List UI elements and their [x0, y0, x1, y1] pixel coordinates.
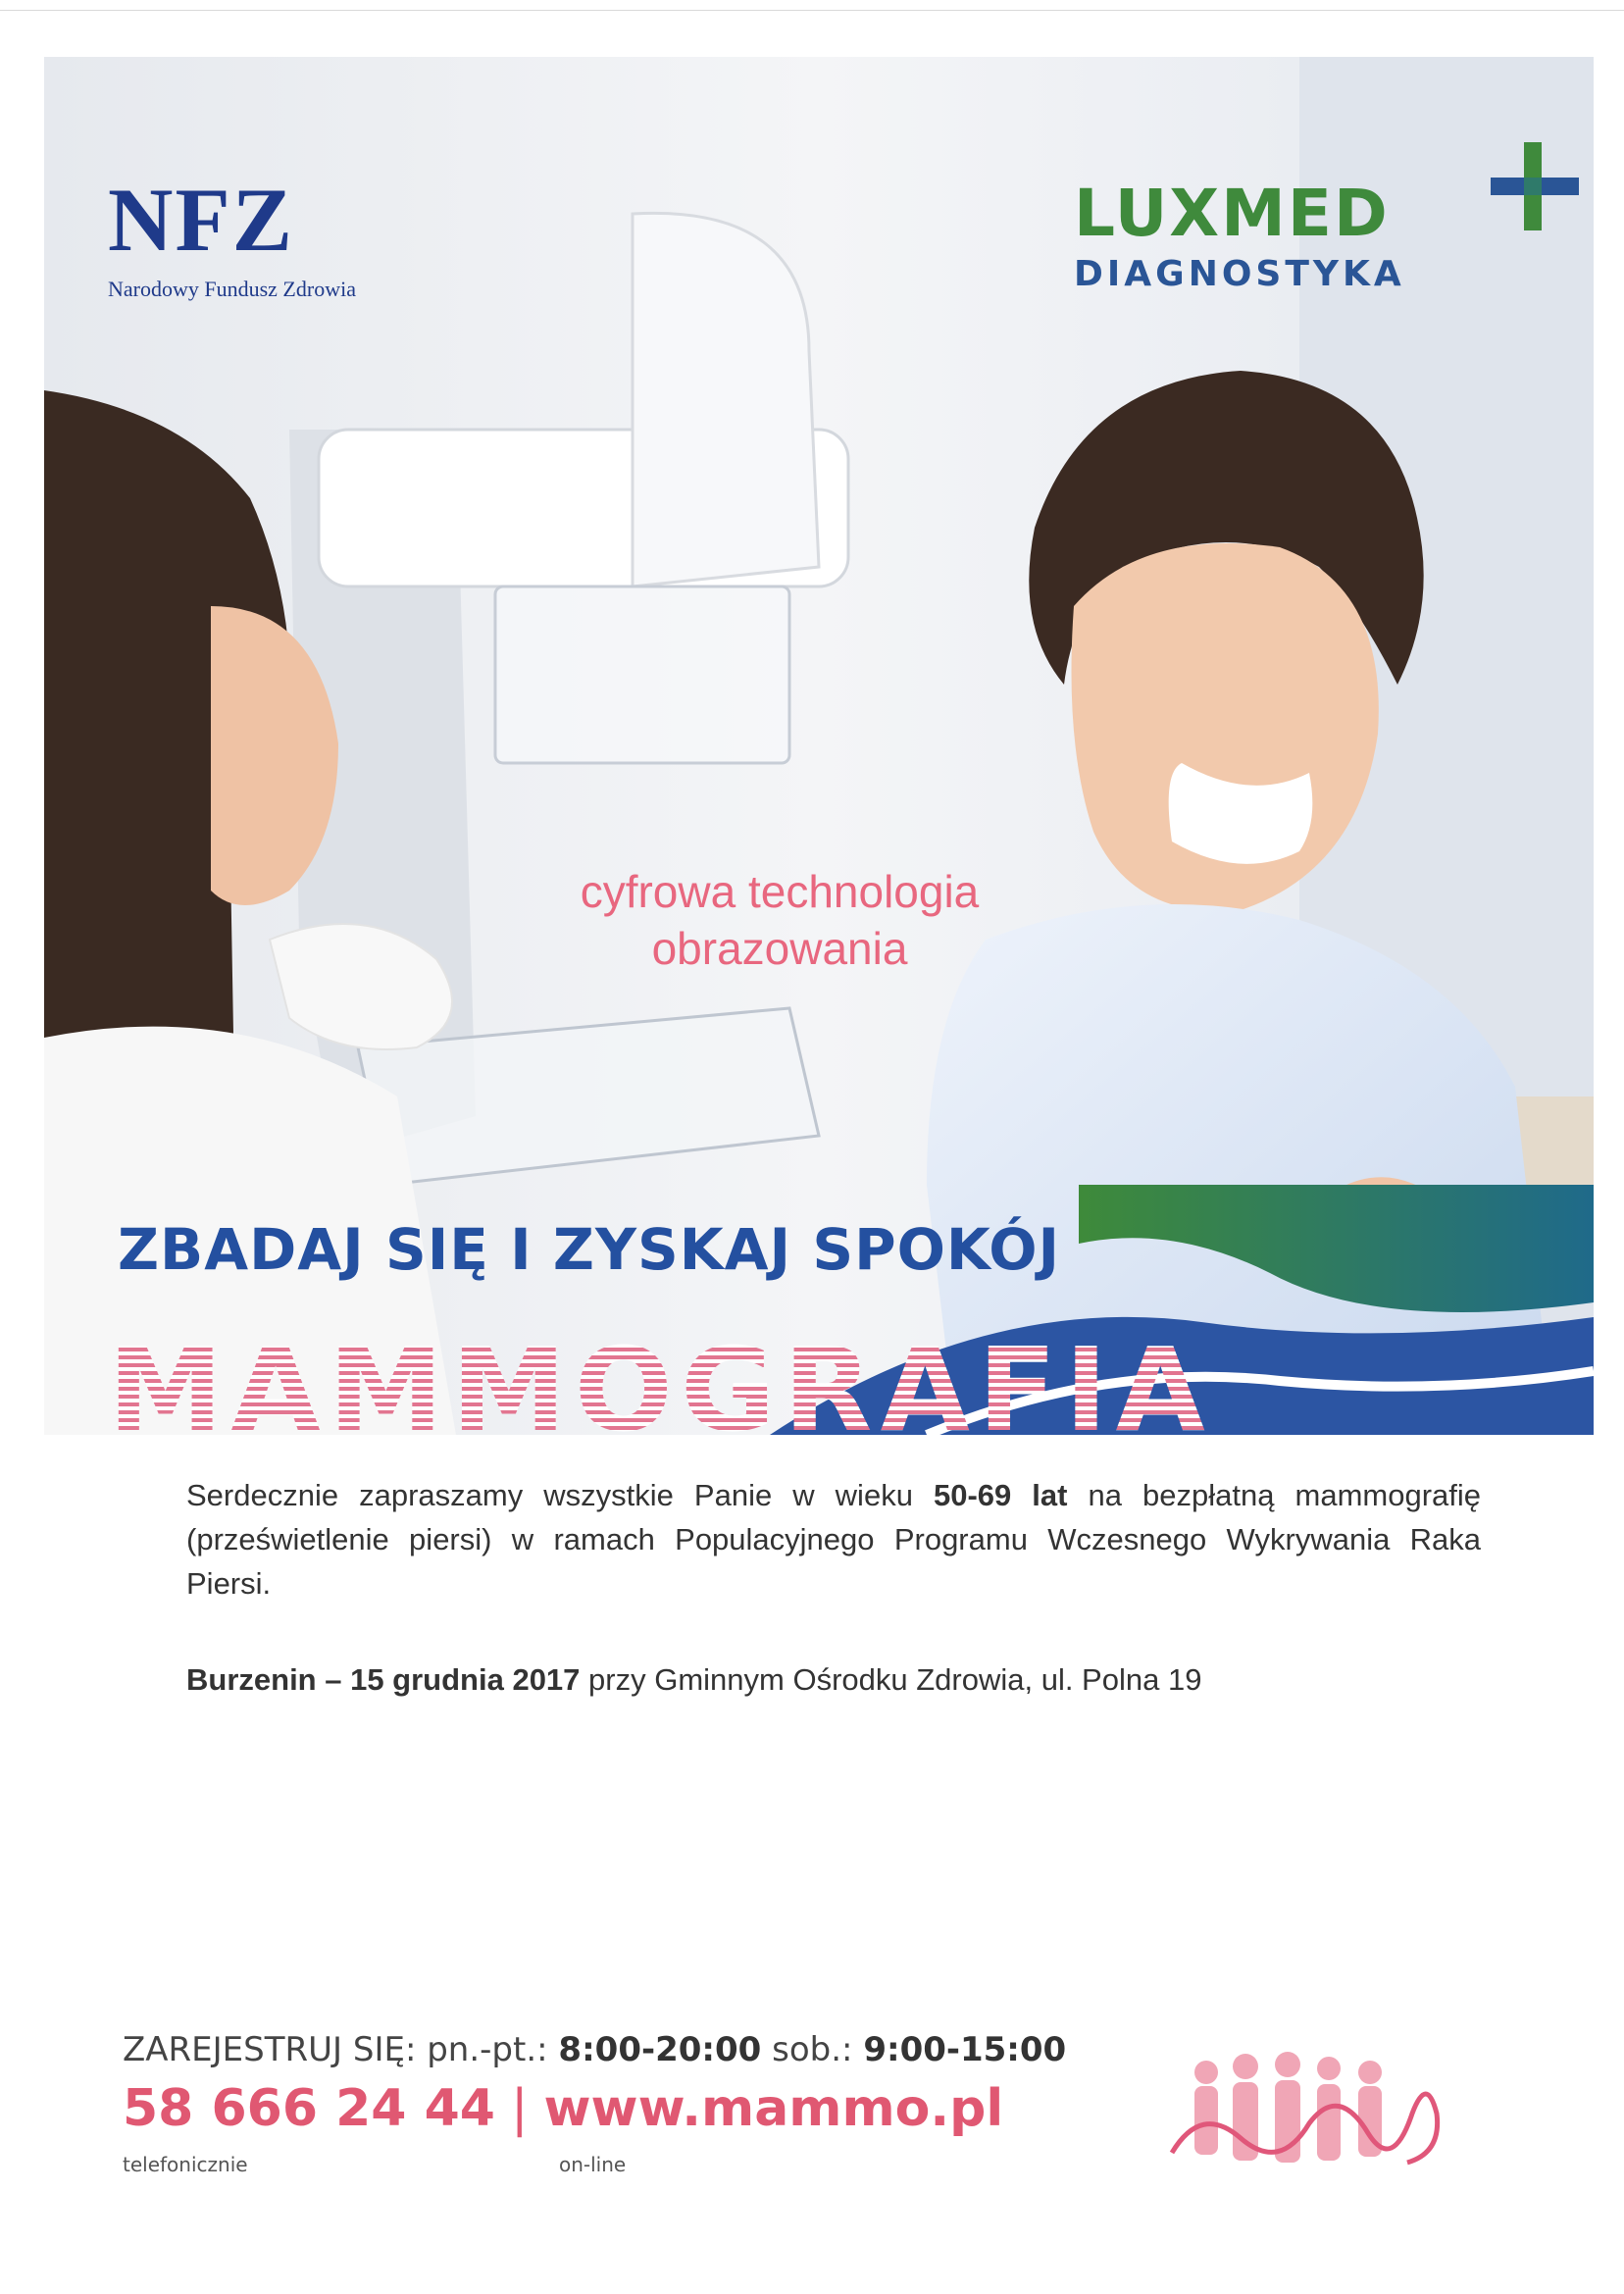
- contact-line: [123, 2079, 1003, 2138]
- poster-title: MAMMOGRAFIA: [108, 1322, 1213, 1457]
- tagline: [412, 863, 1147, 977]
- scan-edge-line: [0, 10, 1624, 11]
- nfz-logo-subtitle: Narodowy Fundusz Zdrowia: [108, 277, 356, 301]
- luxmed-logo-subtitle: DIAGNOSTYKA: [1074, 254, 1405, 294]
- phone-caption: telefonicznie: [123, 2153, 248, 2176]
- women-ribbon-logo: [1162, 2045, 1456, 2192]
- luxmed-plus-icon: [1491, 142, 1579, 230]
- weekday-label: pn.-pt.:: [427, 2030, 559, 2069]
- register-label: ZAREJESTRUJ SIĘ:: [123, 2030, 428, 2069]
- tagline-line-1: cyfrowa technologia: [580, 866, 980, 917]
- saturday-hours: 9:00-15:00: [863, 2030, 1067, 2069]
- luxmed-logo: [1074, 176, 1584, 294]
- intro-text-start: Serdecznie zapraszamy wszystkie Panie w wieku: [186, 1478, 934, 1512]
- contact-separator: |: [510, 2079, 529, 2138]
- registration-hours: [123, 2030, 1066, 2069]
- tagline-line-2: obrazowania: [651, 923, 908, 974]
- nfz-logo-mark: NFZ: [108, 170, 294, 270]
- intro-paragraph: [186, 1473, 1481, 1606]
- saturday-label: sob.:: [761, 2030, 864, 2069]
- event-details: [186, 1662, 1510, 1698]
- nfz-logo: [108, 170, 422, 302]
- headline: ZBADAJ SIĘ I ZYSKAJ SPOKÓJ: [118, 1216, 1061, 1283]
- compression-paddle: [495, 586, 789, 763]
- event-place-date: Burzenin – 15 grudnia 2017: [186, 1662, 581, 1697]
- intro-age-range: 50-69 lat: [933, 1478, 1068, 1512]
- website-caption: on-line: [559, 2153, 627, 2176]
- intro-text-end: na bezpłatną mammografię (prześwietlenie piersi) w ramach Populacyjnego Programu Wczesnego Wykrywania Raka Piersi.: [186, 1478, 1481, 1601]
- luxmed-logo-name: LUXMED: [1074, 176, 1390, 251]
- event-location: przy Gminnym Ośrodku Zdrowia, ul. Polna 19: [580, 1662, 1202, 1697]
- weekday-hours: 8:00-20:00: [558, 2030, 762, 2069]
- website-link[interactable]: www.mammo.pl: [543, 2079, 1004, 2138]
- phone-number[interactable]: 58 666 24 44: [123, 2079, 495, 2138]
